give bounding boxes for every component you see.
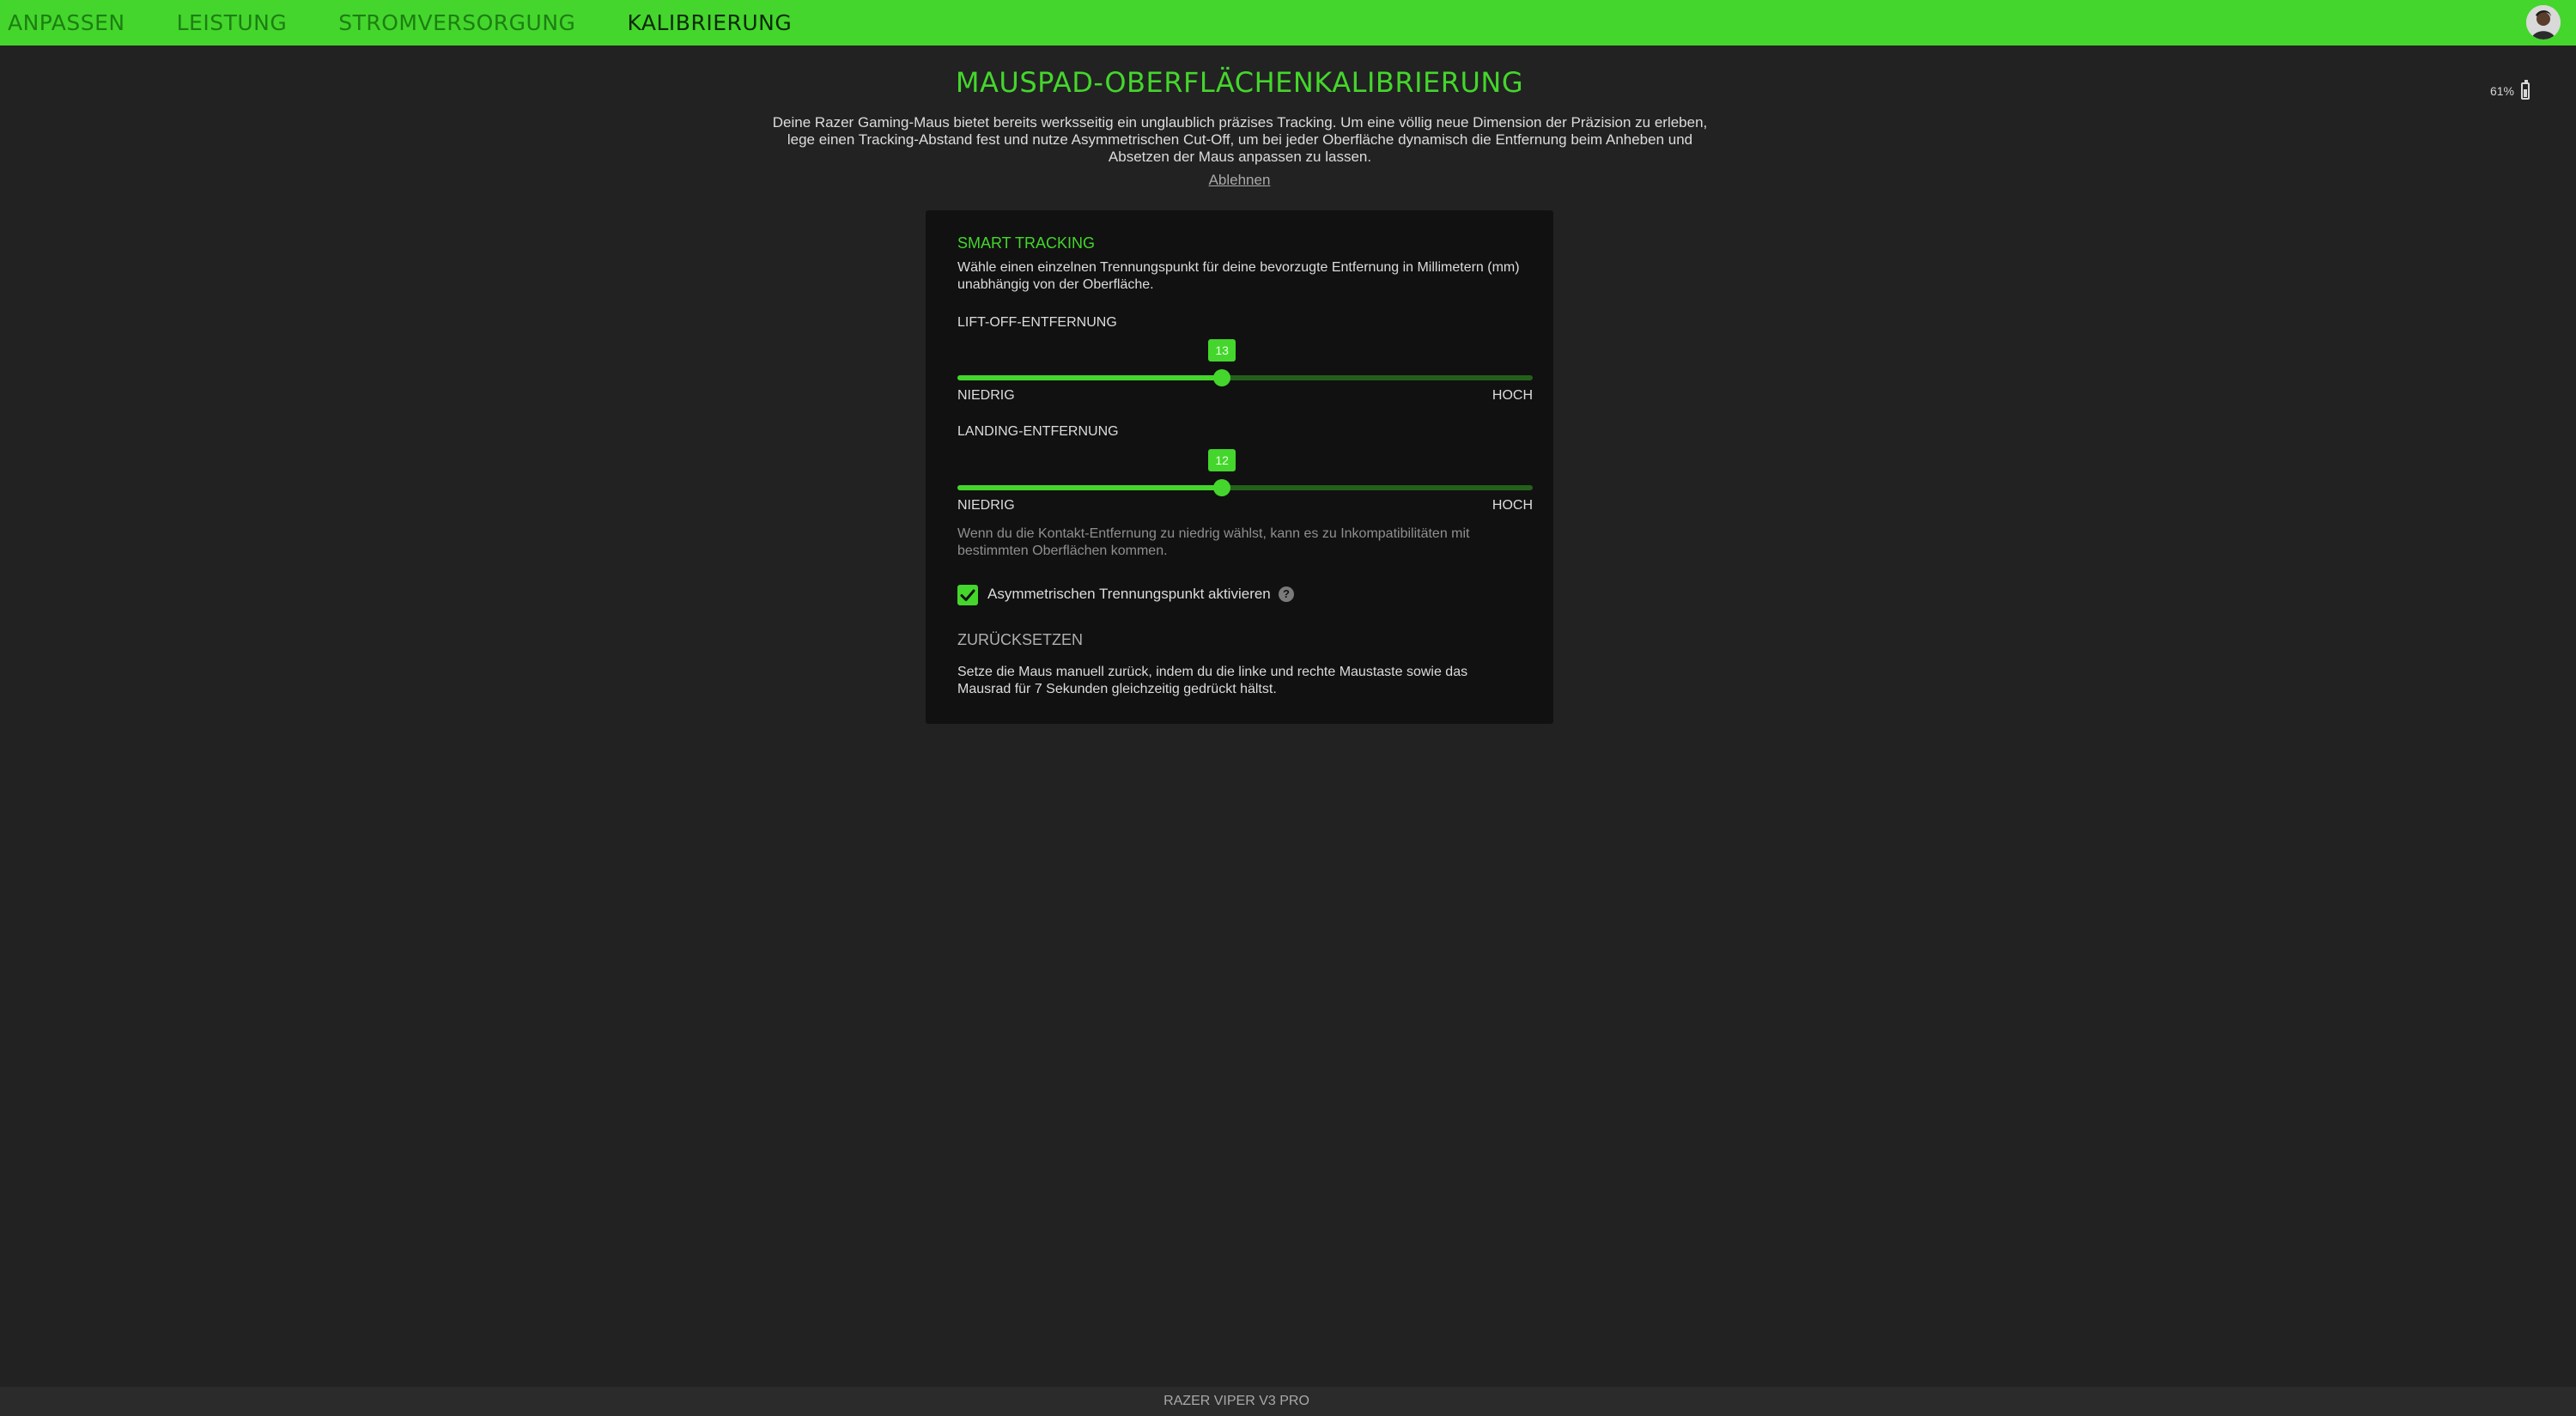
user-avatar[interactable] xyxy=(2526,5,2561,40)
tab-list xyxy=(8,0,843,46)
landing-label: LANDING-ENTFERNUNG xyxy=(957,424,1119,439)
lift-off-max-label: HOCH xyxy=(1492,388,1533,403)
device-name: RAZER VIPER V3 PRO xyxy=(1163,1394,1309,1408)
lift-off-min-label: NIEDRIG xyxy=(957,388,1015,403)
battery-percent: 61% xyxy=(2489,84,2514,98)
landing-max-label: HOCH xyxy=(1492,498,1533,513)
battery-icon xyxy=(2521,82,2530,100)
asymmetric-checkbox[interactable] xyxy=(957,585,978,605)
lift-off-slider-fill xyxy=(957,375,1222,380)
tab-kalibrierung[interactable]: KALIBRIERUNG xyxy=(627,10,793,35)
page-title: MAUSPAD-OBERFLÄCHENKALIBRIERUNG xyxy=(955,66,1524,99)
intro-text: Deine Razer Gaming-Maus bietet bereits werksseitig ein unglaublich präzises Tracking. Um eine völlig neue Dimension der Präzision zu erleben, lege einen Tracking-Abstand fest und nutze Asymmetrischen Cut-Off, um bei jeder Oberfläche dynamisch die Entfernung beim Anheben und Absetzen der Maus anpassen zu lassen. xyxy=(772,114,1708,165)
user-avatar-icon xyxy=(2526,5,2561,40)
checkmark-icon xyxy=(957,585,978,605)
landing-min-label: NIEDRIG xyxy=(957,498,1015,513)
tab-leistung[interactable]: LEISTUNG xyxy=(176,10,288,35)
smart-tracking-card xyxy=(926,210,1553,724)
smart-tracking-description: Wähle einen einzelnen Trennungspunkt für deine bevorzugte Entfernung in Millimetern (mm) unabhängig von der Oberfläche. xyxy=(957,260,1520,292)
lift-off-value-badge: 13 xyxy=(1208,339,1236,362)
battery-fill xyxy=(2524,89,2527,97)
tab-stromversorgung[interactable]: STROMVERSORGUNG xyxy=(338,10,576,35)
landing-slider[interactable] xyxy=(957,485,1533,490)
tab-anpassen[interactable]: ANPASSEN xyxy=(8,10,125,35)
reset-description: Setze die Maus manuell zurück, indem du die linke und rechte Maustaste sowie das Mausrad für 7 Sekunden gleichzeitig gedrückt hältst. xyxy=(957,665,1468,696)
landing-slider-fill xyxy=(957,485,1222,490)
help-icon[interactable]: ? xyxy=(1279,586,1294,602)
device-footer xyxy=(0,1387,2576,1416)
landing-slider-handle[interactable] xyxy=(1213,479,1230,496)
smart-tracking-title: SMART TRACKING xyxy=(957,234,1096,252)
landing-value-badge: 12 xyxy=(1208,449,1236,471)
top-navigation-bar xyxy=(0,0,2576,46)
reset-title: ZURÜCKSETZEN xyxy=(957,631,1084,648)
lift-off-label: LIFT-OFF-ENTFERNUNG xyxy=(957,315,1117,330)
decline-link[interactable]: Ablehnen xyxy=(1208,172,1271,188)
lift-off-slider[interactable] xyxy=(957,375,1533,380)
asymmetric-checkbox-label[interactable]: Asymmetrischen Trennungspunkt aktivieren xyxy=(987,586,1271,602)
lift-off-slider-handle[interactable] xyxy=(1213,369,1230,386)
contact-distance-warning: Wenn du die Kontakt-Entfernung zu niedrig wählst, kann es zu Inkompatibilitäten mit bestimmten Oberflächen kommen. xyxy=(957,526,1470,558)
battery-indicator xyxy=(2490,82,2530,100)
